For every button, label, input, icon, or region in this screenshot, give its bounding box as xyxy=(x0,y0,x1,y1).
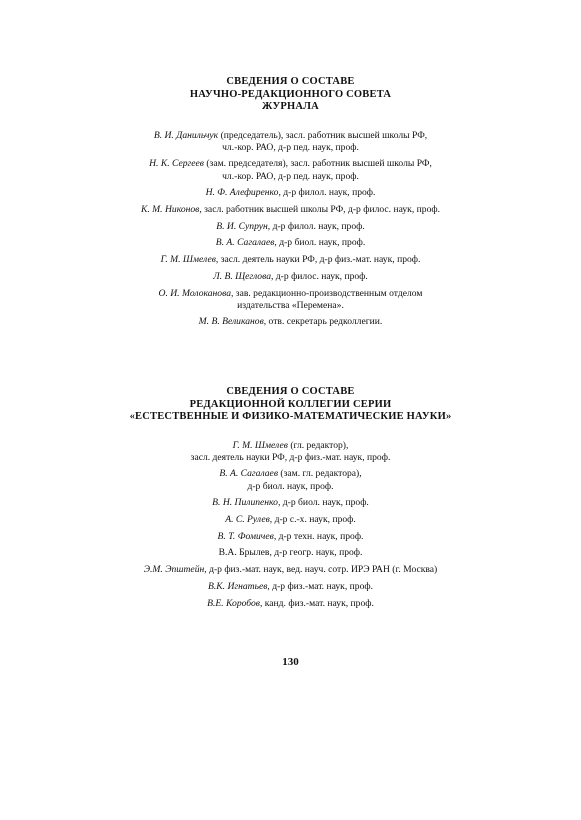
member-entry xyxy=(0,547,581,559)
heading-line: «ЕСТЕСТВЕННЫЕ И ФИЗИКО-МАТЕМАТИЧЕСКИЕ НАУКИ» xyxy=(129,411,452,422)
member-name: К. М. Никонов xyxy=(141,204,200,216)
member-description: , канд. физ.-мат. наук, проф. xyxy=(259,597,374,609)
member-name: В.К. Игнатьев xyxy=(208,580,268,592)
series-board-section xyxy=(0,386,581,614)
member-entry xyxy=(0,440,581,464)
member-description: , д-р физ.-мат. наук, проф. xyxy=(267,580,373,592)
member-description: , д-р физ.-мат. наук, вед. науч. сотр. ИРЭ РАН (г. Москва) xyxy=(204,564,438,576)
member-name: В. И. Данильчук xyxy=(153,129,219,141)
member-name: В. Т. Фомичев xyxy=(217,530,274,542)
member-entry xyxy=(0,497,581,509)
member-name: М. В. Великанов xyxy=(198,316,264,328)
member-name: В. А. Сагалаев xyxy=(215,237,275,249)
member-description: (зам. гл. редактора), xyxy=(277,468,362,480)
page-number: 130 xyxy=(282,656,299,668)
member-entry xyxy=(0,187,581,199)
member-description: , д-р филос. наук, проф. xyxy=(271,270,368,282)
member-description-continued: засл. деятель науки РФ, д-р физ.-мат. наук, проф. xyxy=(190,451,391,463)
member-name: Г. М. Шмелев xyxy=(160,254,216,266)
member-description: В.А. Брылев, д-р геогр. наук, проф. xyxy=(218,547,363,559)
member-entry xyxy=(0,514,581,526)
member-description: , д-р техн. наук, проф. xyxy=(273,530,364,542)
heading-line: ЖУРНАЛА xyxy=(262,101,319,112)
member-description-continued: д-р биол. наук, проф. xyxy=(247,480,334,492)
member-name: В.Е. Коробов xyxy=(207,597,260,609)
member-entry xyxy=(0,581,581,593)
member-name: В. Н. Пилипенко xyxy=(212,497,278,509)
member-entry xyxy=(0,468,581,492)
member-entry xyxy=(0,237,581,249)
member-description: , засл. работник высшей школы РФ, д-р филос. наук, проф. xyxy=(199,204,440,216)
member-description: (зам. председателя), засл. работник высшей школы РФ, xyxy=(203,158,432,170)
member-description: , д-р филол. наук, проф. xyxy=(267,220,365,232)
member-entry xyxy=(0,271,581,283)
heading-line: СВЕДЕНИЯ О СОСТАВЕ xyxy=(226,386,355,397)
member-description: , засл. деятель науки РФ, д-р физ.-мат. наук, проф. xyxy=(215,254,421,266)
member-description: , д-р с.-х. наук, проф. xyxy=(269,514,356,526)
member-name: Л. В. Щеглова xyxy=(213,270,271,282)
member-entry xyxy=(0,204,581,216)
heading-line: РЕДАКЦИОННОЙ КОЛЛЕГИИ СЕРИИ xyxy=(189,398,392,410)
member-description: , д-р биол. наук, проф. xyxy=(277,497,369,509)
member-entry xyxy=(0,288,581,312)
member-description: , зав. редакционно-производственным отделом xyxy=(231,287,423,299)
member-entry xyxy=(0,158,581,182)
member-name: В. И. Супрун xyxy=(216,220,268,232)
member-entry xyxy=(0,254,581,266)
editorial-council-list xyxy=(0,130,581,329)
member-name: В. А. Сагалаев xyxy=(219,468,278,480)
member-name: Г. М. Шмелев xyxy=(232,439,288,451)
member-name: Н. К. Сергеев xyxy=(149,158,204,170)
heading-line: СВЕДЕНИЯ О СОСТАВЕ xyxy=(226,76,355,87)
member-name: А. С. Рулев xyxy=(225,514,270,526)
member-description-continued: издательства «Перемена». xyxy=(237,299,344,311)
member-description: , отв. секретарь редколлегии. xyxy=(263,316,383,328)
member-name: Н. Ф. Алефиренко xyxy=(205,187,279,199)
member-description-continued: чл.-кор. РАО, д-р пед. наук, проф. xyxy=(222,141,359,153)
member-entry xyxy=(0,316,581,328)
member-entry xyxy=(0,564,581,576)
member-entry xyxy=(0,130,581,154)
editorial-council-section xyxy=(0,76,581,333)
member-description: (гл. редактор), xyxy=(287,439,349,451)
member-entry xyxy=(0,221,581,233)
member-name: О. И. Молоканова xyxy=(158,287,231,299)
editorial-council-heading xyxy=(0,76,581,114)
series-board-heading xyxy=(0,386,581,424)
member-name: Э.М. Эпштейн xyxy=(143,564,205,576)
heading-line: НАУЧНО-РЕДАКЦИОННОГО СОВЕТА xyxy=(189,88,392,100)
series-board-list xyxy=(0,440,581,610)
member-description-continued: чл.-кор. РАО, д-р пед. наук, проф. xyxy=(222,170,359,182)
member-entry xyxy=(0,531,581,543)
member-description: , д-р филол. наук, проф. xyxy=(278,187,376,199)
member-description: (председатель), засл. работник высшей школы РФ, xyxy=(218,129,428,141)
member-description: , д-р биол. наук, проф. xyxy=(274,237,366,249)
member-entry xyxy=(0,598,581,610)
